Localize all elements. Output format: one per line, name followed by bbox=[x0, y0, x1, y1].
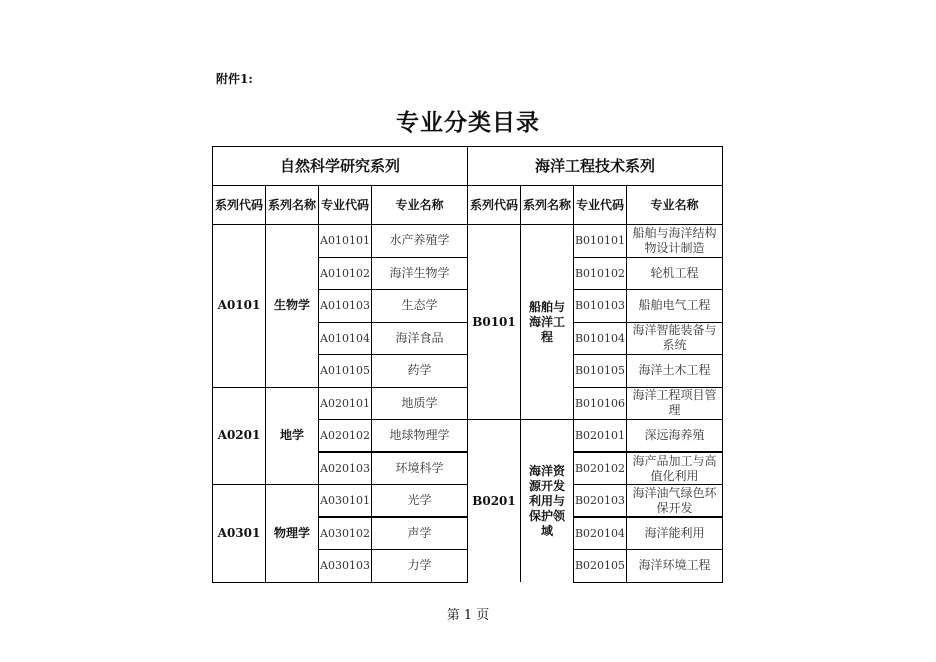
series-header-ocean-engineering: 海洋工程技术系列 bbox=[468, 147, 723, 186]
page-title: 专业分类目录 bbox=[396, 110, 540, 136]
col-header-series-name: 系列名称 bbox=[521, 186, 574, 225]
major-name-cell: 船舶电气工程 bbox=[627, 290, 723, 323]
major-name-cell: 海洋生物学 bbox=[372, 257, 468, 290]
major-code-cell: A030101 bbox=[319, 485, 372, 518]
major-name-cell: 海洋智能装备与系统 bbox=[627, 322, 723, 355]
major-code-cell: A010101 bbox=[319, 225, 372, 258]
major-name-cell: 海洋能利用 bbox=[627, 517, 723, 550]
major-name-cell: 船舶与海洋结构物设计制造 bbox=[627, 225, 723, 258]
major-name-cell: 海洋食品 bbox=[372, 322, 468, 355]
series-code-cell: A0301 bbox=[213, 485, 266, 583]
series-code-cell: A0201 bbox=[213, 387, 266, 485]
major-code-cell: B020105 bbox=[574, 550, 627, 583]
major-name-cell: 地球物理学 bbox=[372, 420, 468, 453]
major-code-cell: A030102 bbox=[319, 517, 372, 550]
major-code-cell: B010105 bbox=[574, 355, 627, 388]
major-name-cell: 海洋工程项目管理 bbox=[627, 387, 723, 420]
col-header-series-code: 系列代码 bbox=[213, 186, 266, 225]
series-header-natural-science: 自然科学研究系列 bbox=[213, 147, 468, 186]
major-code-cell: B010104 bbox=[574, 322, 627, 355]
col-header-major-code: 专业代码 bbox=[319, 186, 372, 225]
col-header-series-code: 系列代码 bbox=[468, 186, 521, 225]
major-code-cell: B020101 bbox=[574, 420, 627, 453]
col-header-major-code: 专业代码 bbox=[574, 186, 627, 225]
major-catalog-table bbox=[212, 146, 723, 583]
major-name-cell: 力学 bbox=[372, 550, 468, 583]
col-header-major-name: 专业名称 bbox=[627, 186, 723, 225]
major-name-cell: 海洋环境工程 bbox=[627, 550, 723, 583]
major-code-cell: B020103 bbox=[574, 485, 627, 518]
major-code-cell: A030103 bbox=[319, 550, 372, 583]
major-name-cell: 光学 bbox=[372, 485, 468, 518]
series-name-cell: 海洋资源开发利用与保护领域 bbox=[521, 420, 574, 583]
major-code-cell: B010102 bbox=[574, 257, 627, 290]
major-name-cell: 海洋土木工程 bbox=[627, 355, 723, 388]
major-code-cell: A020102 bbox=[319, 420, 372, 453]
series-code-cell: A0101 bbox=[213, 225, 266, 388]
page-number: 第 1 页 bbox=[446, 608, 490, 623]
col-header-series-name: 系列名称 bbox=[266, 186, 319, 225]
major-name-cell: 生态学 bbox=[372, 290, 468, 323]
major-name-cell: 海产品加工与高值化利用 bbox=[627, 452, 723, 485]
major-code-cell: A010102 bbox=[319, 257, 372, 290]
major-code-cell: A020103 bbox=[319, 452, 372, 485]
series-name-cell: 地学 bbox=[266, 387, 319, 485]
major-name-cell: 水产养殖学 bbox=[372, 225, 468, 258]
major-code-cell: B020102 bbox=[574, 452, 627, 485]
major-code-cell: B010101 bbox=[574, 225, 627, 258]
col-header-major-name: 专业名称 bbox=[372, 186, 468, 225]
major-code-cell: B010103 bbox=[574, 290, 627, 323]
series-name-cell: 生物学 bbox=[266, 225, 319, 388]
major-name-cell: 声学 bbox=[372, 517, 468, 550]
series-name-cell: 物理学 bbox=[266, 485, 319, 583]
major-name-cell: 药学 bbox=[372, 355, 468, 388]
major-name-cell: 地质学 bbox=[372, 387, 468, 420]
major-name-cell: 环境科学 bbox=[372, 452, 468, 485]
major-name-cell: 深远海养殖 bbox=[627, 420, 723, 453]
major-code-cell: B010106 bbox=[574, 387, 627, 420]
series-name-cell: 船舶与海洋工程 bbox=[521, 225, 574, 420]
major-code-cell: A010104 bbox=[319, 322, 372, 355]
series-code-cell: B0101 bbox=[468, 225, 521, 420]
major-code-cell: A010105 bbox=[319, 355, 372, 388]
major-code-cell: A010103 bbox=[319, 290, 372, 323]
series-code-cell: B0201 bbox=[468, 420, 521, 583]
major-code-cell: B020104 bbox=[574, 517, 627, 550]
major-code-cell: A020101 bbox=[319, 387, 372, 420]
attachment-label: 附件1: bbox=[216, 72, 253, 86]
major-name-cell: 海洋油气绿色环保开发 bbox=[627, 485, 723, 518]
major-name-cell: 轮机工程 bbox=[627, 257, 723, 290]
table-row bbox=[213, 225, 723, 258]
